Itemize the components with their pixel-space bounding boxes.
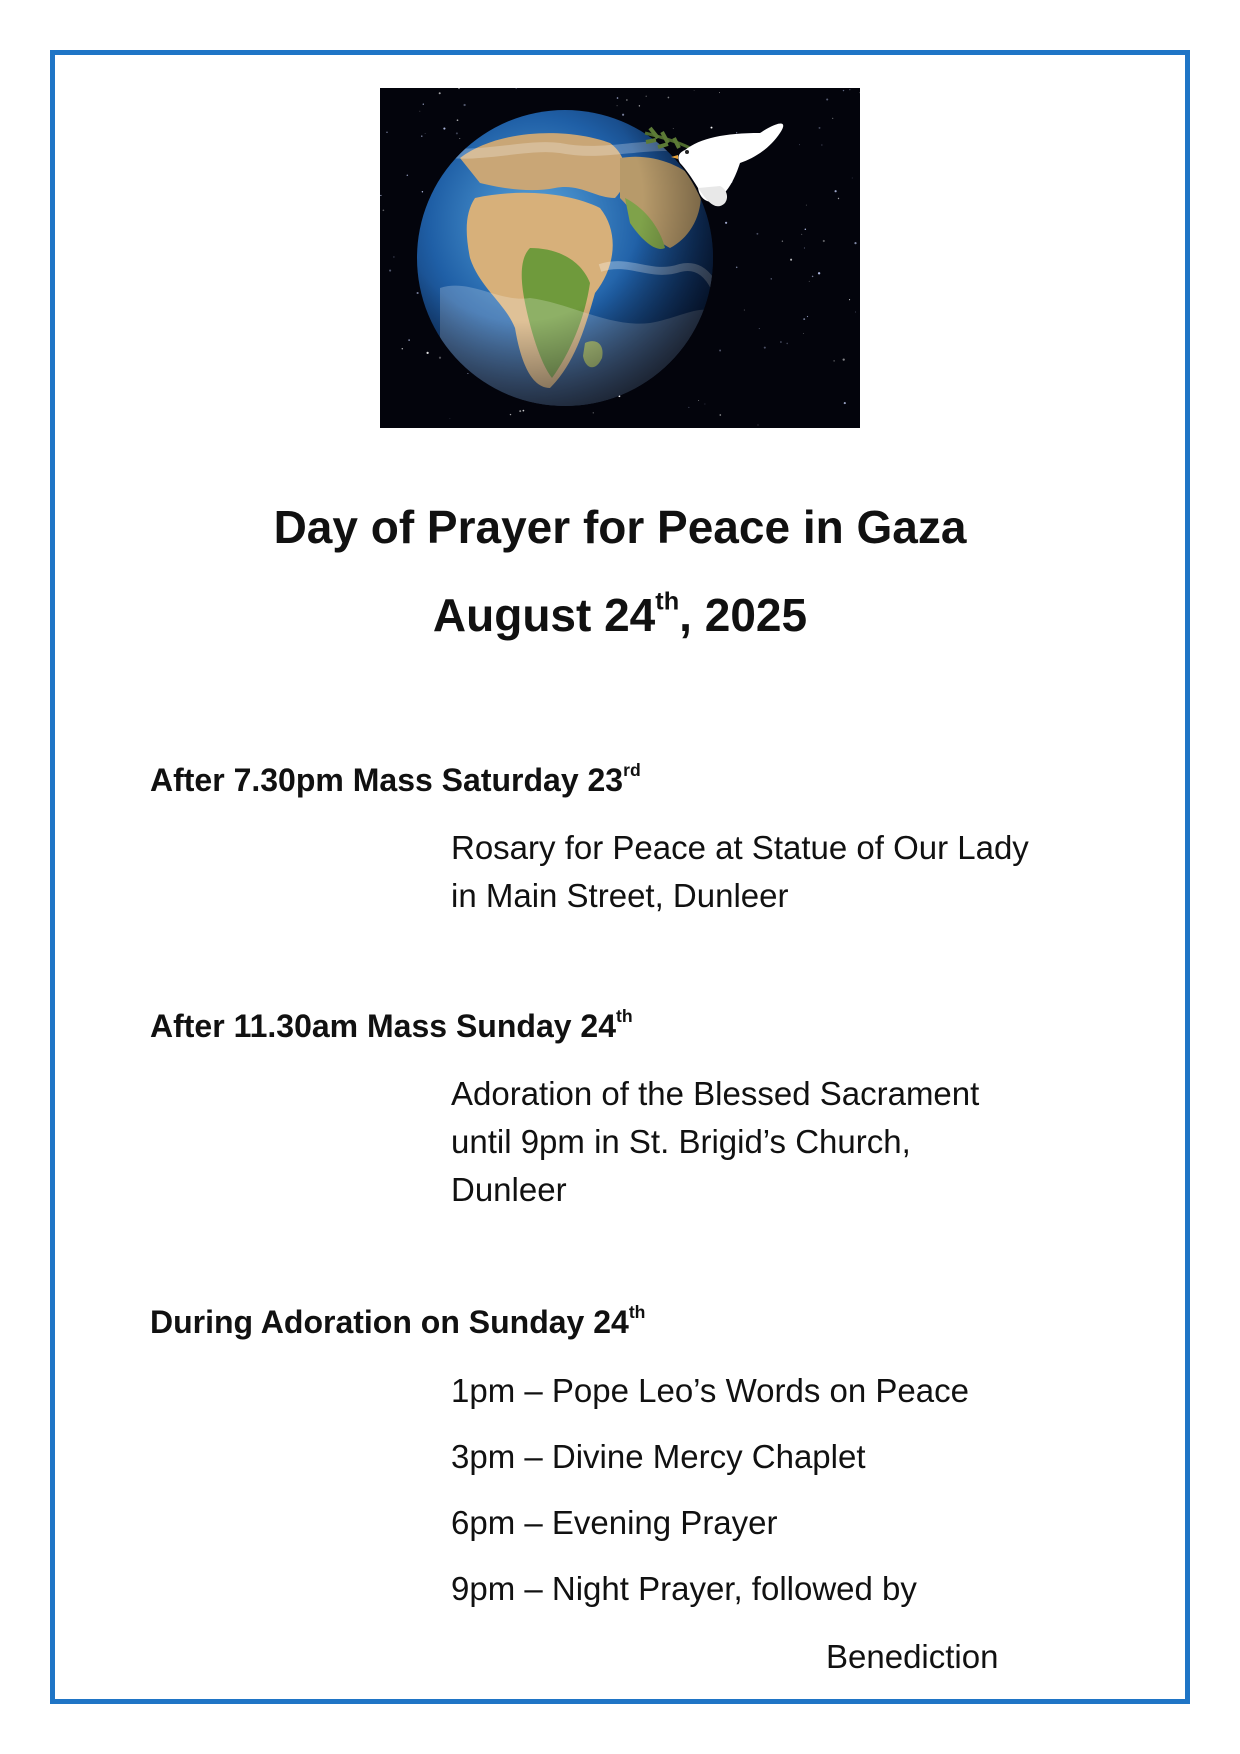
earth-dove-image xyxy=(380,88,860,428)
star xyxy=(423,104,424,105)
star xyxy=(780,341,782,343)
star xyxy=(835,190,837,192)
star xyxy=(467,373,468,374)
star xyxy=(805,229,807,231)
star xyxy=(439,92,441,94)
star xyxy=(689,407,690,408)
star xyxy=(736,267,738,269)
star xyxy=(786,343,788,345)
star xyxy=(850,89,851,90)
star xyxy=(854,242,856,244)
star xyxy=(736,132,737,133)
star xyxy=(457,119,459,121)
star xyxy=(639,105,640,106)
star xyxy=(838,198,839,199)
star xyxy=(801,234,802,235)
section-heading-adoration: During Adoration on Sunday 24th xyxy=(150,1302,646,1340)
star xyxy=(719,350,721,352)
body-line: Rosary for Peace at Statue of Our Lady xyxy=(451,829,1029,866)
star xyxy=(758,425,759,426)
star xyxy=(756,233,758,235)
star xyxy=(759,328,760,329)
star xyxy=(790,259,792,261)
schedule-item-6pm: 6pm – Evening Prayer xyxy=(451,1504,778,1541)
star xyxy=(408,339,409,340)
star xyxy=(859,92,860,93)
star xyxy=(519,410,521,412)
star xyxy=(849,299,850,300)
star xyxy=(694,90,695,91)
star xyxy=(806,205,807,206)
star xyxy=(626,99,627,100)
section-body-sunday xyxy=(451,1070,1091,1214)
star xyxy=(771,278,772,279)
star xyxy=(383,209,385,211)
star xyxy=(804,247,805,248)
star xyxy=(443,128,445,130)
star xyxy=(386,132,387,133)
star xyxy=(823,240,825,242)
star xyxy=(833,360,834,361)
event-date: August 24th, 2025 xyxy=(432,587,808,641)
earth-dove-illustration xyxy=(380,88,860,428)
star xyxy=(593,412,594,413)
star xyxy=(407,175,409,177)
schedule-item-9pm: 9pm – Night Prayer, followed by xyxy=(451,1570,917,1607)
star xyxy=(807,316,808,317)
body-line: in Main Street, Dunleer xyxy=(451,877,789,914)
star xyxy=(456,132,458,134)
star xyxy=(843,358,845,360)
star xyxy=(744,310,745,311)
star xyxy=(439,357,441,359)
star xyxy=(843,90,844,91)
section-body-saturday xyxy=(451,824,1091,920)
star xyxy=(617,105,618,106)
star xyxy=(764,347,766,349)
star xyxy=(668,97,670,99)
star xyxy=(463,104,465,106)
star xyxy=(673,128,674,129)
star xyxy=(417,292,419,294)
star xyxy=(826,98,828,100)
star xyxy=(782,241,783,242)
star xyxy=(389,270,391,272)
star xyxy=(510,414,511,415)
star xyxy=(422,191,423,192)
body-line: Dunleer xyxy=(451,1171,567,1208)
star xyxy=(459,138,460,139)
star xyxy=(803,318,805,320)
star xyxy=(425,133,426,134)
star xyxy=(458,88,460,89)
star xyxy=(419,111,420,112)
star xyxy=(803,333,804,334)
body-line: Adoration of the Blessed Sacrament xyxy=(451,1075,980,1112)
star xyxy=(799,145,800,146)
star xyxy=(855,312,856,313)
star xyxy=(844,402,846,404)
star xyxy=(426,352,428,354)
star xyxy=(617,97,619,99)
star xyxy=(819,127,821,129)
section-heading-sunday: After 11.30am Mass Sunday 24th xyxy=(150,1006,633,1044)
star xyxy=(719,414,721,416)
star xyxy=(698,400,699,401)
star xyxy=(622,114,624,116)
star xyxy=(421,135,422,136)
star xyxy=(818,272,820,274)
page-title: Day of Prayer for Peace in Gaza xyxy=(273,501,967,553)
star xyxy=(646,96,647,97)
star xyxy=(402,348,403,349)
star xyxy=(812,276,814,278)
star xyxy=(711,127,713,129)
schedule-item-1pm: 1pm – Pope Leo’s Words on Peace xyxy=(451,1372,969,1409)
body-line: until 9pm in St. Brigid’s Church, xyxy=(451,1123,911,1160)
star xyxy=(725,222,727,224)
star xyxy=(832,118,833,119)
section-heading-saturday: After 7.30pm Mass Saturday 23rd xyxy=(150,760,641,798)
star xyxy=(809,281,810,282)
star xyxy=(450,418,451,419)
star xyxy=(821,145,822,146)
star xyxy=(380,195,381,196)
star xyxy=(393,256,394,257)
star xyxy=(852,178,853,179)
star xyxy=(719,92,720,93)
schedule-continuation: Benediction xyxy=(826,1638,999,1675)
star xyxy=(515,88,516,89)
star xyxy=(523,410,525,412)
schedule-item-3pm: 3pm – Divine Mercy Chaplet xyxy=(451,1438,866,1475)
star xyxy=(704,404,705,405)
